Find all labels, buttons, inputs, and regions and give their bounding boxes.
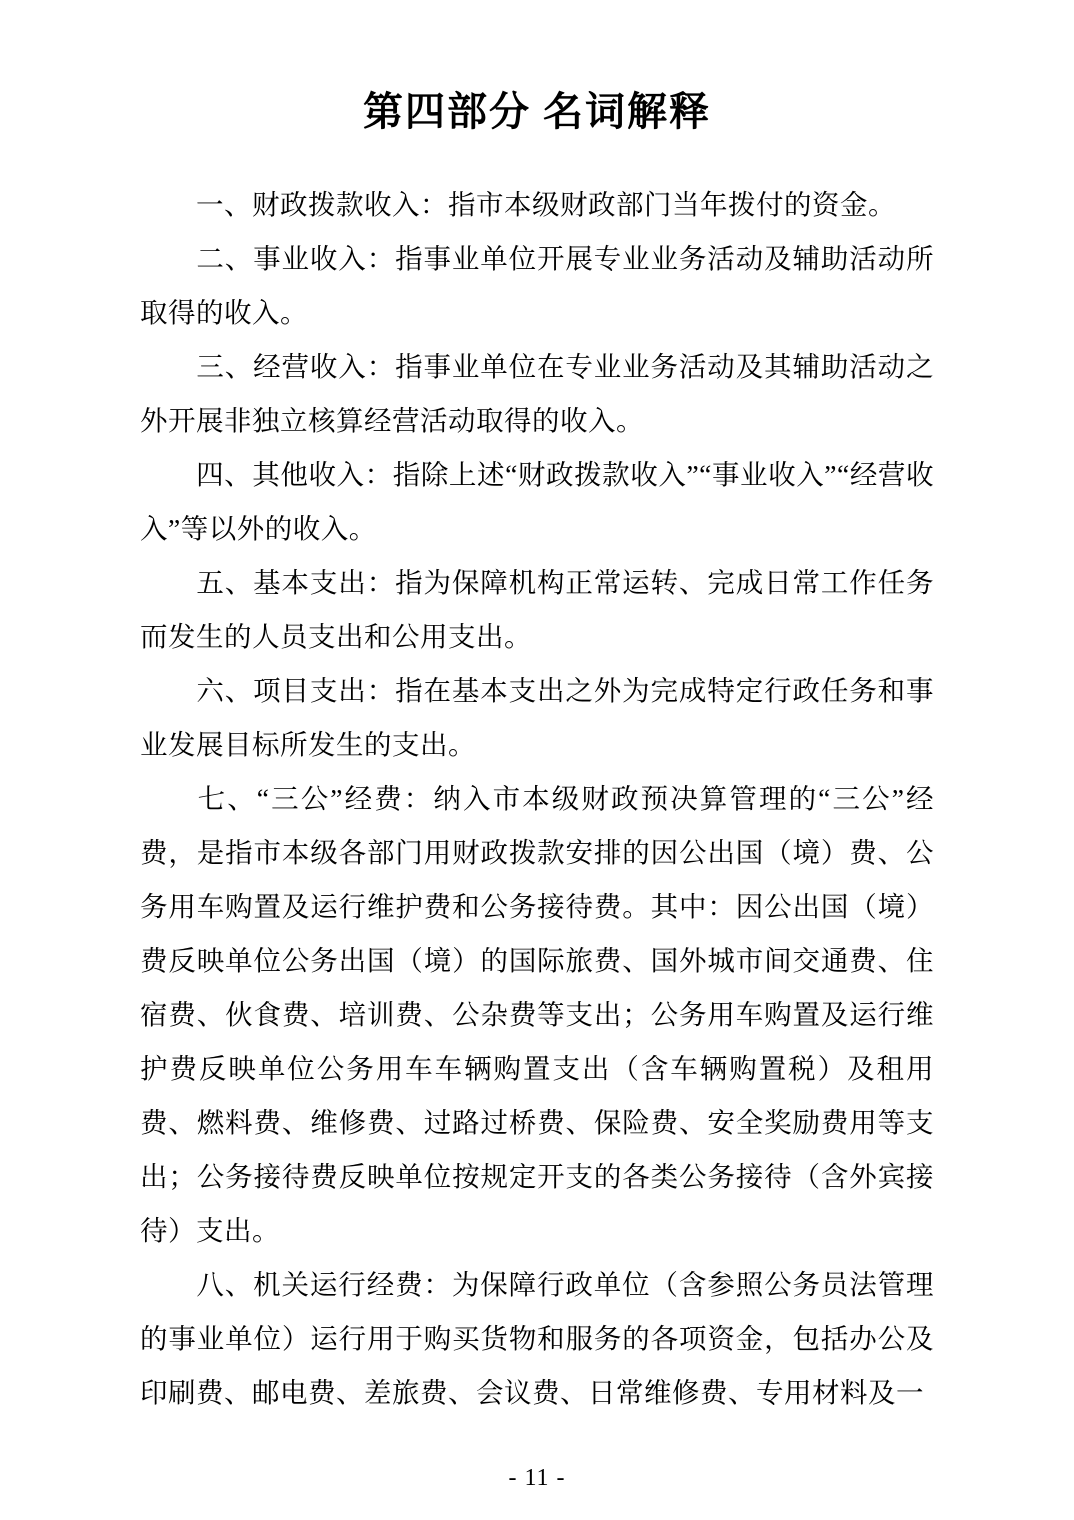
paragraph-text: 六、项目支出：指在基本支出之外为完成特定行政任务和事业发展目标所发生的支出。	[140, 675, 934, 760]
paragraph-1	[140, 178, 934, 232]
page-title: 第四部分 名词解释	[363, 89, 711, 134]
paragraph-text: 四、其他收入：指除上述“财政拨款收入”“事业收入”“经营收入”等以外的收入。	[140, 459, 934, 544]
paragraph-3	[140, 340, 934, 448]
paragraph-text: 二、事业收入：指事业单位开展专业业务活动及辅助活动所取得的收入。	[140, 243, 934, 328]
paragraph-7	[140, 772, 934, 1258]
paragraph-6	[140, 664, 934, 772]
paragraph-text: 三、经营收入：指事业单位在专业业务活动及其辅助活动之外开展非独立核算经营活动取得的收入。	[140, 351, 934, 436]
paragraph-8	[140, 1258, 934, 1420]
paragraph-text: 一、财政拨款收入：指市本级财政部门当年拨付的资金。	[196, 189, 896, 220]
paragraph-text: 五、基本支出：指为保障机构正常运转、完成日常工作任务而发生的人员支出和公用支出。	[140, 567, 934, 652]
paragraph-2	[140, 232, 934, 340]
paragraph-text: 八、机关运行经费：为保障行政单位（含参照公务员法管理的事业单位）运行用于购买货物和服务的各项资金，包括办公及印刷费、邮电费、差旅费、会议费、日常维修费、专用材料及一	[140, 1269, 934, 1408]
paragraph-5	[140, 556, 934, 664]
paragraph-text: 七、“三公”经费：纳入市本级财政预决算管理的“三公”经费，是指市本级各部门用财政拨款安排的因公出国（境）费、公务用车购置及运行维护费和公务接待费。其中：因公出国（境）费反映单位公务出国（境）的国际旅费、国外城市间交通费、住宿费、伙食费、培训费、公杂费等支出；公务用车购置及运行维护费反映单位公务用车车辆购置支出（含车辆购置税）及租用费、燃料费、维修费、过路过桥费、保险费、安全奖励费用等支出；公务接待费反映单位按规定开支的各类公务接待（含外宾接待）支出。	[140, 783, 934, 1246]
page-number: - 11 -	[508, 1465, 566, 1491]
paragraph-4	[140, 448, 934, 556]
